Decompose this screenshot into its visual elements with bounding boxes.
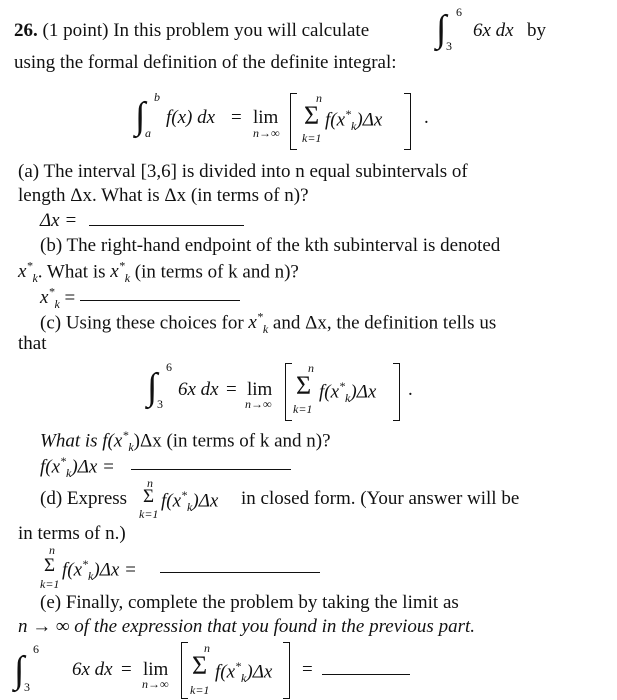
d2-sigma: Σ — [44, 555, 56, 576]
part-c-line1: (c) Using these choices for $x^*_k$ and Δx, the definition tells us — [40, 310, 497, 337]
c-integrand: 6x dx — [178, 379, 219, 400]
def-sum-bottom: k=1 — [302, 131, 322, 145]
c-period: . — [408, 379, 413, 400]
part-a-answer-input[interactable] — [89, 225, 244, 226]
integral-lower: 3 — [446, 39, 452, 53]
def-upper: b — [154, 90, 160, 104]
c-integral-sign: ∫ — [147, 366, 158, 408]
c-term: $f(x^*_k)\Delta x$ — [319, 379, 377, 406]
c-bracket-right — [393, 363, 400, 421]
part-a-line1: (a) The interval [3,6] is divided into n equal subintervals of — [18, 161, 468, 182]
d-sigma: Σ — [143, 486, 155, 507]
e-sum-top: n — [204, 641, 210, 655]
intro-by: by — [527, 20, 546, 41]
part-d-answer-input[interactable] — [160, 572, 320, 573]
d2-term: $f(x^*_k)\Delta x$ = — [62, 557, 137, 584]
e-bracket-right — [283, 642, 290, 699]
d2-sum-top: n — [49, 543, 55, 557]
part-b-answer-input[interactable] — [80, 300, 240, 301]
c-bracket-left — [285, 363, 292, 421]
part-c-question: What is $f(x^*_k)\Delta x$ (in terms of k and n)? — [40, 428, 331, 455]
problem-intro-2: using the formal definition of the definite integral: — [14, 52, 397, 73]
c-lim: lim — [247, 379, 273, 400]
def-lower: a — [145, 126, 151, 140]
c-equals: = — [226, 379, 237, 400]
part-d-line1-start: (d) Express — [40, 488, 128, 509]
part-c-line2: that — [18, 333, 47, 354]
e-sigma: Σ — [192, 651, 208, 680]
part-d-line1-end: in closed form. (Your answer will be — [241, 488, 520, 509]
def-sigma: Σ — [304, 101, 320, 130]
integral-sign: ∫ — [436, 8, 447, 50]
e-equals: = — [121, 659, 132, 680]
def-equals: = — [231, 107, 242, 128]
e-sum-bottom: k=1 — [190, 683, 210, 697]
integral-upper: 6 — [456, 5, 462, 19]
part-a-line2: length Δx. What is Δx (in terms of n)? — [18, 185, 309, 206]
integrand: 6x dx — [473, 20, 514, 41]
def-integral-sign: ∫ — [135, 95, 146, 137]
part-b-answer-label: $x^*_k$ = — [40, 285, 76, 312]
problem-points: (1 point) — [42, 20, 109, 41]
def-sum-top: n — [316, 91, 322, 105]
e-bracket-left — [181, 642, 188, 699]
def-period: . — [424, 107, 429, 128]
def-lim-sub: n→∞ — [253, 126, 280, 140]
part-e-line2: n → ∞ of the expression that you found in the previous part. — [18, 616, 476, 637]
d-sum-bottom: k=1 — [139, 507, 159, 521]
c-sum-top: n — [308, 361, 314, 375]
e-upper: 6 — [33, 642, 39, 656]
def-lim: lim — [253, 107, 279, 128]
part-e-answer-input[interactable] — [322, 674, 410, 675]
e-lower: 3 — [24, 680, 30, 694]
e-final-equals: = — [302, 659, 313, 680]
problem-number: 26. — [14, 20, 38, 41]
part-b-line2: $x^*_k$. What is $x^*_k$ (in terms of k and n)? — [18, 259, 299, 286]
c-sigma: Σ — [296, 371, 312, 400]
e-term: $f(x^*_k)\Delta x$ — [215, 659, 273, 686]
e-lim-sub: n→∞ — [142, 677, 169, 691]
c-lower: 3 — [157, 397, 163, 411]
problem-intro: In this problem you will calculate — [113, 20, 370, 41]
e-integral-sign: ∫ — [14, 649, 25, 691]
e-lim: lim — [143, 659, 169, 680]
part-b-line1: (b) The right-hand endpoint of the kth subinterval is denoted — [40, 235, 501, 256]
d-term: $f(x^*_k)\Delta x$ — [161, 488, 219, 515]
e-integrand: 6x dx — [72, 659, 113, 680]
def-bracket-right — [404, 93, 411, 150]
def-term: $f(x^*_k)\Delta x$ — [325, 107, 383, 134]
def-bracket-left — [290, 93, 297, 150]
part-c-answer-label: $f(x^*_k)\Delta x$ = — [40, 454, 115, 481]
c-sum-bottom: k=1 — [293, 402, 313, 416]
d-sum-top: n — [147, 476, 153, 490]
d2-sum-bottom: k=1 — [40, 577, 60, 591]
c-upper: 6 — [166, 360, 172, 374]
part-a-answer-label: Δx = — [40, 210, 78, 231]
c-lim-sub: n→∞ — [245, 397, 272, 411]
part-e-line1: (e) Finally, complete the problem by taking the limit as — [40, 592, 459, 613]
problem-header — [14, 21, 369, 40]
part-d-line2: in terms of n.) — [18, 523, 126, 544]
part-c-answer-input[interactable] — [131, 469, 291, 470]
def-body: f(x) dx — [166, 107, 216, 128]
